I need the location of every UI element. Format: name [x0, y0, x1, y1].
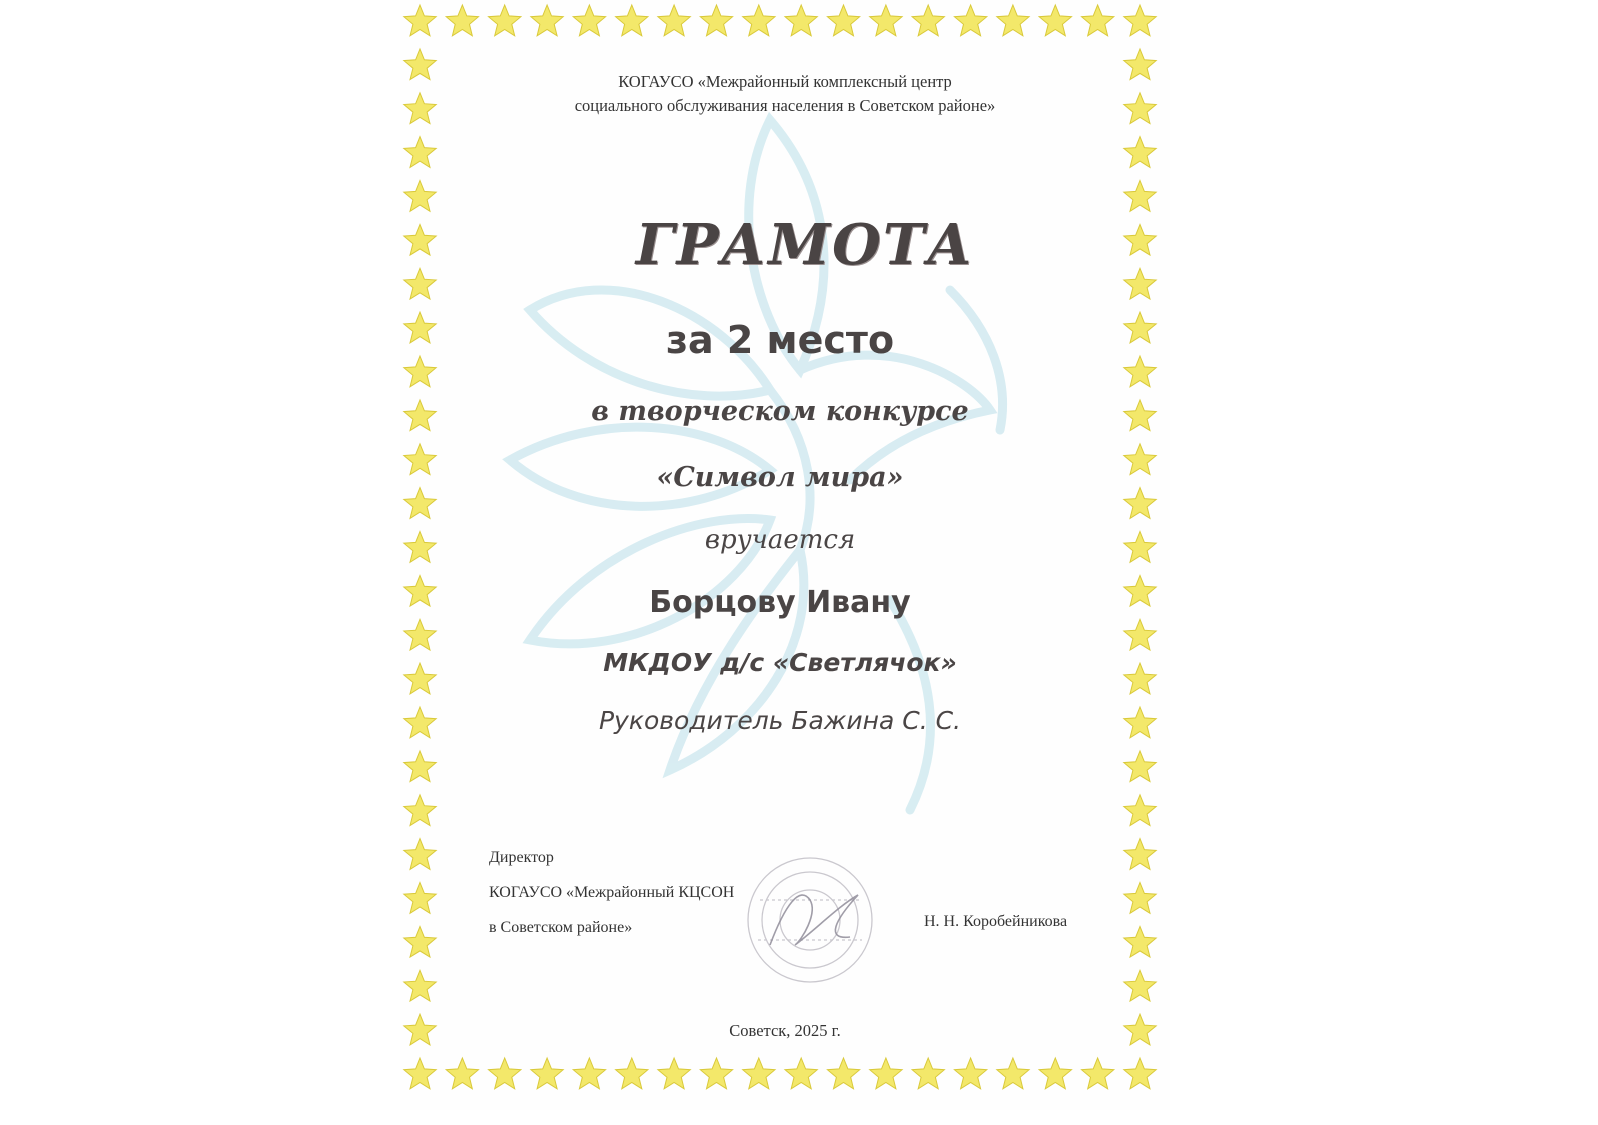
star-icon — [404, 926, 436, 957]
star-icon — [870, 5, 902, 36]
star-icon — [870, 1058, 902, 1089]
star-icon — [827, 1058, 859, 1089]
organization-line-2: социального обслуживания населения в Советском районе» — [574, 96, 996, 115]
star-icon — [531, 5, 563, 36]
star-icon — [404, 5, 436, 36]
signatory-org-line-2: в Советском районе» — [489, 919, 633, 936]
organization-header — [400, 70, 1170, 118]
recipient-name: Борцову Ивану — [649, 585, 911, 620]
star-icon — [1082, 5, 1114, 36]
star-icon — [1124, 5, 1156, 36]
star-icon — [616, 1058, 648, 1089]
star-icon — [1124, 970, 1156, 1001]
star-icon — [404, 751, 436, 782]
star-icon — [1039, 5, 1071, 36]
star-icon — [700, 1058, 732, 1089]
star-icon — [785, 5, 817, 36]
star-icon — [954, 5, 986, 36]
signature-stroke — [770, 895, 858, 945]
star-icon — [489, 1058, 521, 1089]
star-icon — [446, 1058, 478, 1089]
certificate-title: ГРАМОТА — [635, 212, 975, 278]
star-icon — [404, 619, 436, 650]
star-icon — [997, 1058, 1029, 1089]
contest-line: в творческом конкурсе — [591, 396, 969, 427]
signatory-position: Директор — [489, 849, 554, 866]
star-icon — [1124, 795, 1156, 826]
award-place: за 2 место — [665, 318, 895, 362]
leader-name: Руководитель Бажина С. С. — [598, 706, 962, 735]
star-icon — [1124, 883, 1156, 914]
star-icon — [743, 1058, 775, 1089]
organization-line-1: КОГАУСО «Межрайонный комплексный центр — [618, 72, 952, 91]
star-icon — [954, 1058, 986, 1089]
star-icon — [700, 5, 732, 36]
star-icon — [446, 5, 478, 36]
institution-name: МКДОУ д/с «Светлячок» — [603, 648, 957, 677]
star-icon — [404, 181, 436, 212]
star-icon — [912, 1058, 944, 1089]
star-icon — [1039, 1058, 1071, 1089]
star-icon — [404, 795, 436, 826]
star-icon — [489, 5, 521, 36]
star-icon — [1124, 137, 1156, 168]
star-icon — [827, 5, 859, 36]
star-icon — [1124, 619, 1156, 650]
star-icon — [1082, 1058, 1114, 1089]
signatory-name: Н. Н. Коробейникова — [924, 913, 1068, 930]
star-icon — [785, 1058, 817, 1089]
presented-text: вручается — [704, 525, 856, 555]
star-icon — [1124, 839, 1156, 870]
star-icon — [573, 1058, 605, 1089]
star-icon — [1124, 926, 1156, 957]
star-icon — [658, 1058, 690, 1089]
star-icon — [658, 5, 690, 36]
star-icon — [404, 839, 436, 870]
star-icon — [1124, 1058, 1156, 1089]
star-icon — [1124, 181, 1156, 212]
signatory-block — [489, 840, 734, 945]
footer-place-date: Советск, 2025 г. — [729, 1021, 841, 1040]
star-icon — [1124, 751, 1156, 782]
star-icon — [573, 5, 605, 36]
star-icon — [404, 137, 436, 168]
star-icon — [404, 970, 436, 1001]
star-icon — [743, 5, 775, 36]
star-icon — [997, 5, 1029, 36]
star-icon — [404, 1058, 436, 1089]
star-icon — [616, 5, 648, 36]
star-icon — [531, 1058, 563, 1089]
star-icon — [912, 5, 944, 36]
star-icon — [404, 883, 436, 914]
contest-name: «Символ мира» — [656, 462, 904, 493]
stamp-seal — [740, 845, 880, 995]
signatory-org-line-1: КОГАУСО «Межрайонный КЦСОН — [489, 884, 735, 901]
